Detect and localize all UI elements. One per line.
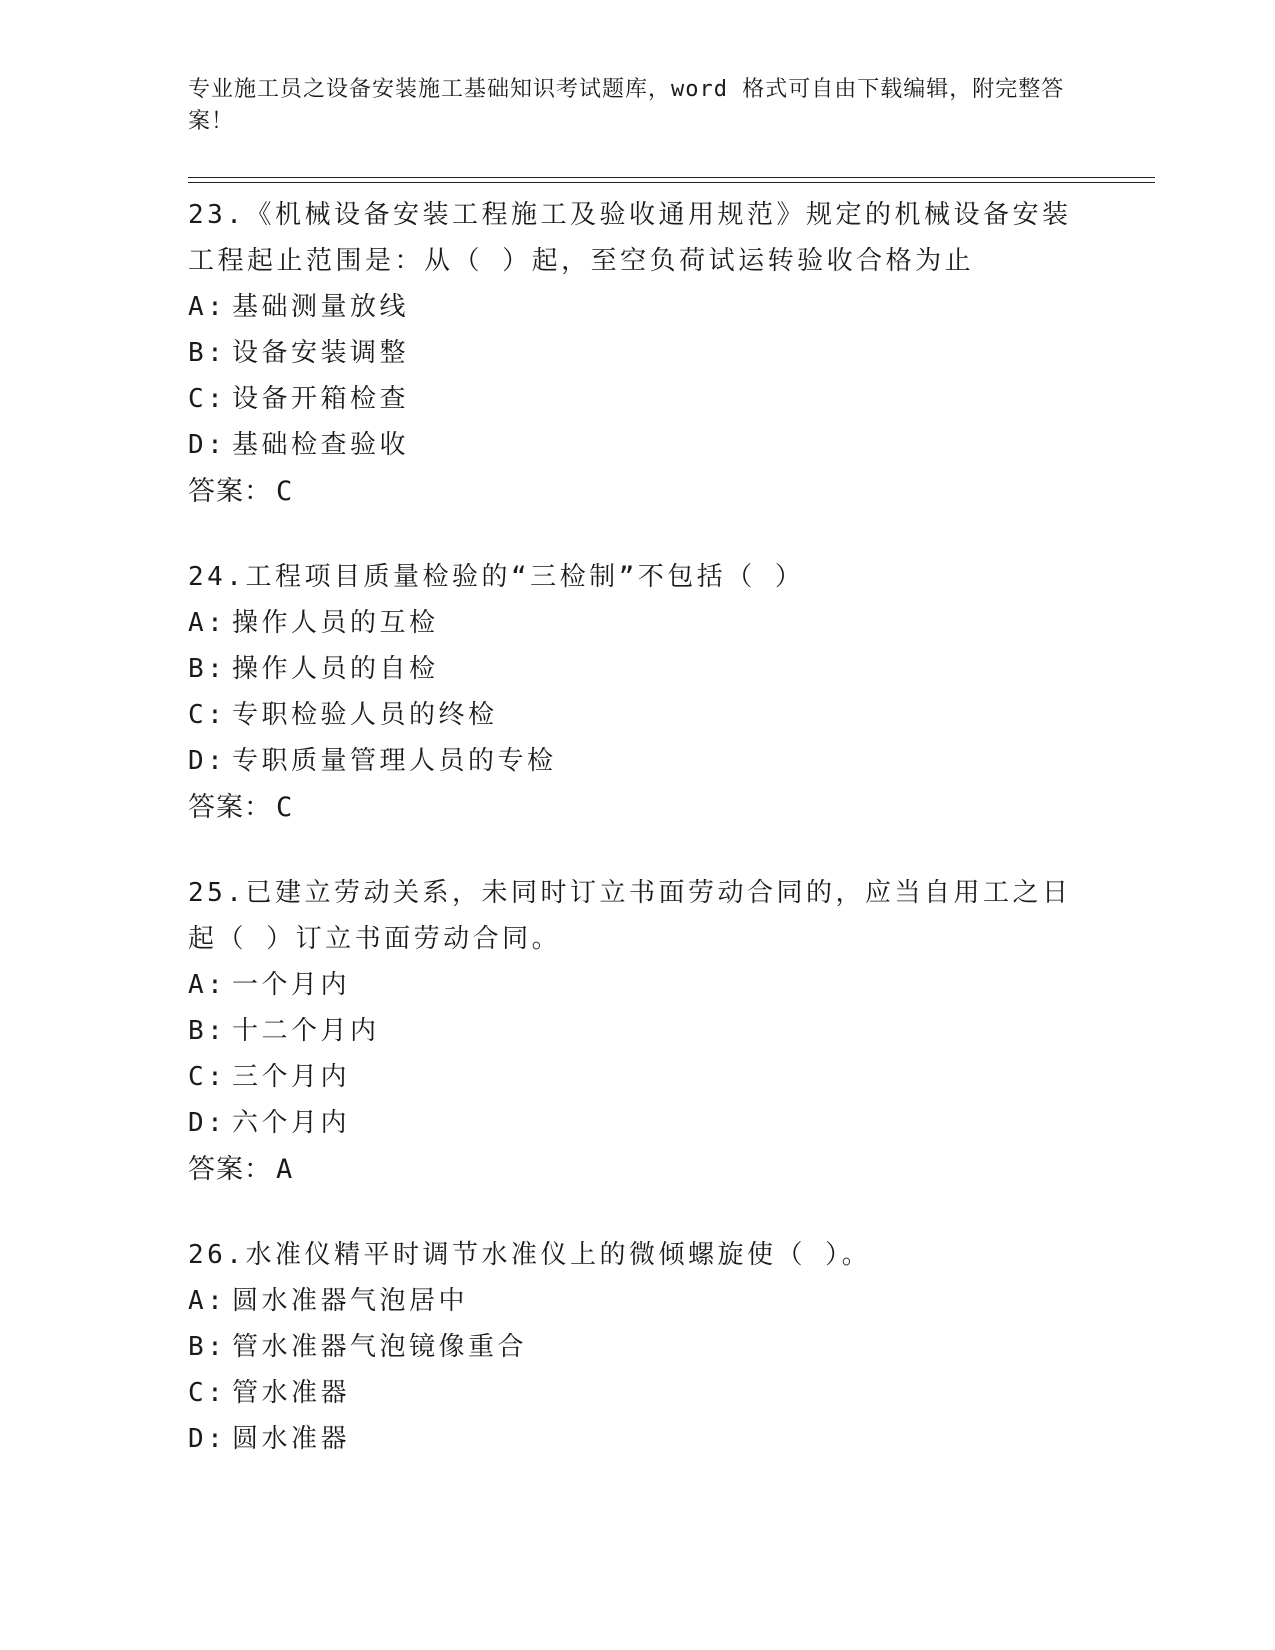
option-c [188, 1370, 1088, 1416]
answer-label: 答案： [188, 476, 272, 506]
option-letter: D: [188, 746, 227, 776]
option-d [188, 422, 1088, 468]
option-letter: B: [188, 338, 227, 368]
option-letter: B: [188, 1332, 227, 1362]
option-letter: C: [188, 384, 227, 414]
option-letter: A: [188, 292, 227, 322]
option-b [188, 1324, 1088, 1370]
option-text: 专职检验人员的终检 [232, 700, 498, 730]
option-letter: A: [188, 608, 227, 638]
option-letter: C: [188, 1062, 227, 1092]
option-letter: B: [188, 1016, 227, 1046]
answer-value: A [276, 1154, 294, 1185]
option-text: 基础测量放线 [232, 292, 410, 322]
answer-value: C [276, 476, 294, 507]
option-text: 管水准器 [232, 1378, 351, 1408]
question-24 [188, 554, 1088, 831]
question-stem: 23.《机械设备安装工程施工及验收通用规范》规定的机械设备安装工程起止范围是：从（ ）起，至空负荷试运转验收合格为止 [188, 200, 1072, 276]
question-25 [188, 870, 1088, 1193]
option-letter: A: [188, 1286, 227, 1316]
option-letter: D: [188, 1108, 227, 1138]
option-letter: B: [188, 654, 227, 684]
question-23 [188, 192, 1088, 515]
option-b [188, 1008, 1088, 1054]
option-a [188, 962, 1088, 1008]
option-text: 设备开箱检查 [232, 384, 410, 414]
option-d [188, 1100, 1088, 1146]
option-letter: D: [188, 430, 227, 460]
question-list [188, 192, 1088, 1501]
answer-label: 答案： [188, 792, 272, 822]
option-a [188, 284, 1088, 330]
answer-label: 答案： [188, 1154, 272, 1184]
answer-line [188, 1146, 1088, 1193]
option-text: 一个月内 [232, 970, 351, 1000]
question-stem: 24.工程项目质量检验的“三检制”不包括（ ） [188, 562, 805, 592]
option-text: 圆水准器 [232, 1424, 351, 1454]
answer-line [188, 468, 1088, 515]
option-text: 管水准器气泡镜像重合 [232, 1332, 528, 1362]
option-text: 六个月内 [232, 1108, 351, 1138]
option-text: 基础检查验收 [232, 430, 410, 460]
option-c [188, 692, 1088, 738]
option-c [188, 1054, 1088, 1100]
option-text: 设备安装调整 [232, 338, 410, 368]
option-a [188, 1278, 1088, 1324]
answer-value: C [276, 792, 294, 823]
option-letter: C: [188, 700, 227, 730]
option-b [188, 330, 1088, 376]
option-text: 操作人员的互检 [232, 608, 439, 638]
option-text: 十二个月内 [232, 1016, 380, 1046]
option-c [188, 376, 1088, 422]
question-stem: 25.已建立劳动关系，未同时订立书面劳动合同的，应当自用工之日起（ ）订立书面劳动合同。 [188, 878, 1072, 954]
document-header: 专业施工员之设备安装施工基础知识考试题库，word 格式可自由下载编辑，附完整答案！ [188, 77, 1065, 134]
option-a [188, 600, 1088, 646]
option-letter: C: [188, 1378, 227, 1408]
option-letter: D: [188, 1424, 227, 1454]
option-letter: A: [188, 970, 227, 1000]
option-text: 专职质量管理人员的专检 [232, 746, 557, 776]
option-text: 三个月内 [232, 1062, 351, 1092]
header-divider-bottom [188, 182, 1155, 183]
option-text: 圆水准器气泡居中 [232, 1286, 469, 1316]
question-26 [188, 1232, 1088, 1462]
option-text: 操作人员的自检 [232, 654, 439, 684]
header-divider-top [188, 177, 1155, 178]
question-stem: 26.水准仪精平时调节水准仪上的微倾螺旋使（ ）。 [188, 1240, 872, 1270]
option-d [188, 738, 1088, 784]
answer-line [188, 784, 1088, 831]
option-d [188, 1416, 1088, 1462]
option-b [188, 646, 1088, 692]
